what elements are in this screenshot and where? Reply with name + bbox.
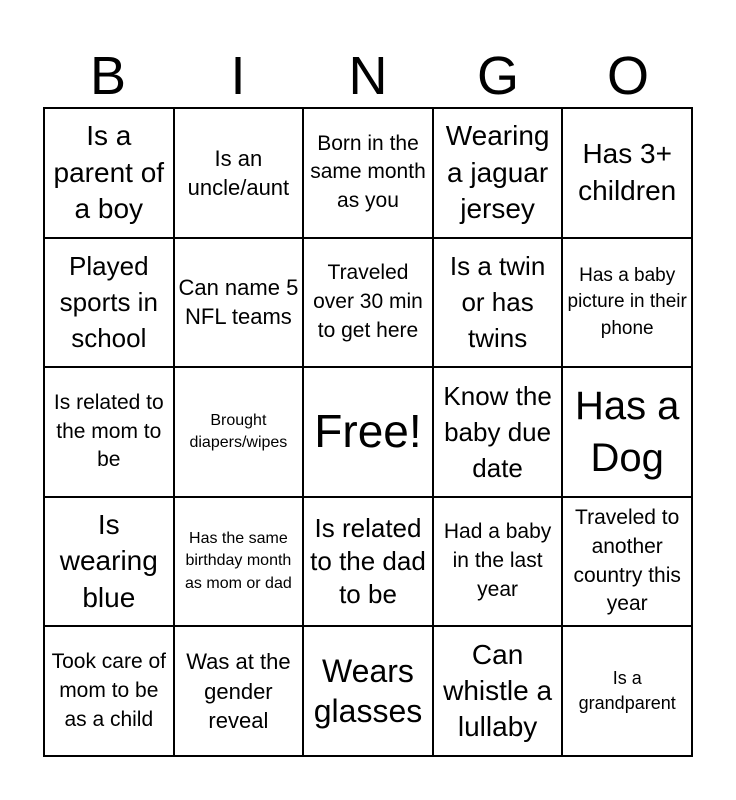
cell-text: Wearing a jaguar jersey [445, 120, 550, 224]
bingo-cell[interactable] [303, 238, 433, 368]
bingo-cell[interactable] [174, 626, 304, 756]
bingo-cell[interactable] [303, 626, 433, 756]
header-letter-b: B [89, 46, 127, 106]
header-letter-o: O [606, 46, 649, 106]
cell-text: Is an uncle/aunt [187, 145, 290, 200]
bingo-cell[interactable] [174, 108, 304, 238]
bingo-cell[interactable] [433, 108, 563, 238]
bingo-cell[interactable] [44, 626, 174, 756]
cell-text: Is a twin or has twins [449, 251, 546, 354]
bingo-cell[interactable] [174, 497, 304, 627]
bingo-cell[interactable] [433, 367, 563, 497]
bingo-header [43, 44, 693, 108]
cell-text: Traveled to another country this year [573, 506, 681, 616]
bingo-cell[interactable] [174, 238, 304, 368]
cell-text: Is related to the mom to be [53, 390, 164, 472]
bingo-cell[interactable] [562, 238, 692, 368]
cell-text: Brought diapers/wipes [189, 411, 288, 451]
header-letter-n: N [348, 46, 388, 106]
bingo-board [43, 107, 693, 757]
cell-text: Traveled over 30 min to get here [313, 261, 423, 342]
bingo-cell[interactable] [433, 497, 563, 627]
bingo-cell[interactable] [303, 497, 433, 627]
cell-text: Has the same birthday month as mom or dad [185, 530, 292, 592]
bingo-cell[interactable] [44, 238, 174, 368]
bingo-cell-free[interactable] [303, 367, 433, 497]
cell-text: Can whistle a lullaby [443, 638, 553, 743]
bingo-cell[interactable] [44, 108, 174, 238]
bingo-cell[interactable] [562, 367, 692, 497]
bingo-cell[interactable] [433, 238, 563, 368]
bingo-cell[interactable] [562, 497, 692, 627]
cell-text: Free! [314, 405, 422, 458]
cell-text: Is wearing blue [59, 509, 158, 613]
header-letter-i: I [230, 46, 246, 106]
cell-text: Took care of mom to be as a child [51, 650, 166, 731]
cell-text: Had a baby in the last year [443, 520, 552, 601]
cell-text: Is related to the dad to be [310, 513, 426, 610]
cell-text: Can name 5 NFL teams [178, 275, 299, 330]
cell-text: Is a parent of a boy [53, 120, 165, 224]
cell-text: Is a grandparent [578, 668, 676, 714]
cell-text: Born in the same month as you [310, 131, 426, 213]
cell-text: Was at the gender reveal [186, 649, 291, 733]
bingo-cell[interactable] [433, 626, 563, 756]
cell-text: Played sports in school [59, 251, 158, 354]
cell-text: Know the baby due date [443, 380, 552, 484]
cell-text: Has 3+ children [578, 138, 677, 206]
bingo-cell[interactable] [562, 626, 692, 756]
cell-text: Has a Dog [574, 383, 680, 480]
bingo-cell[interactable] [44, 497, 174, 627]
bingo-cell[interactable] [562, 108, 692, 238]
cell-text: Has a baby picture in their phone [567, 265, 687, 339]
header-letter-g: G [476, 46, 519, 106]
bingo-cell[interactable] [44, 367, 174, 497]
bingo-cell[interactable] [174, 367, 304, 497]
bingo-cell[interactable] [303, 108, 433, 238]
cell-text: Wears glasses [313, 653, 423, 730]
